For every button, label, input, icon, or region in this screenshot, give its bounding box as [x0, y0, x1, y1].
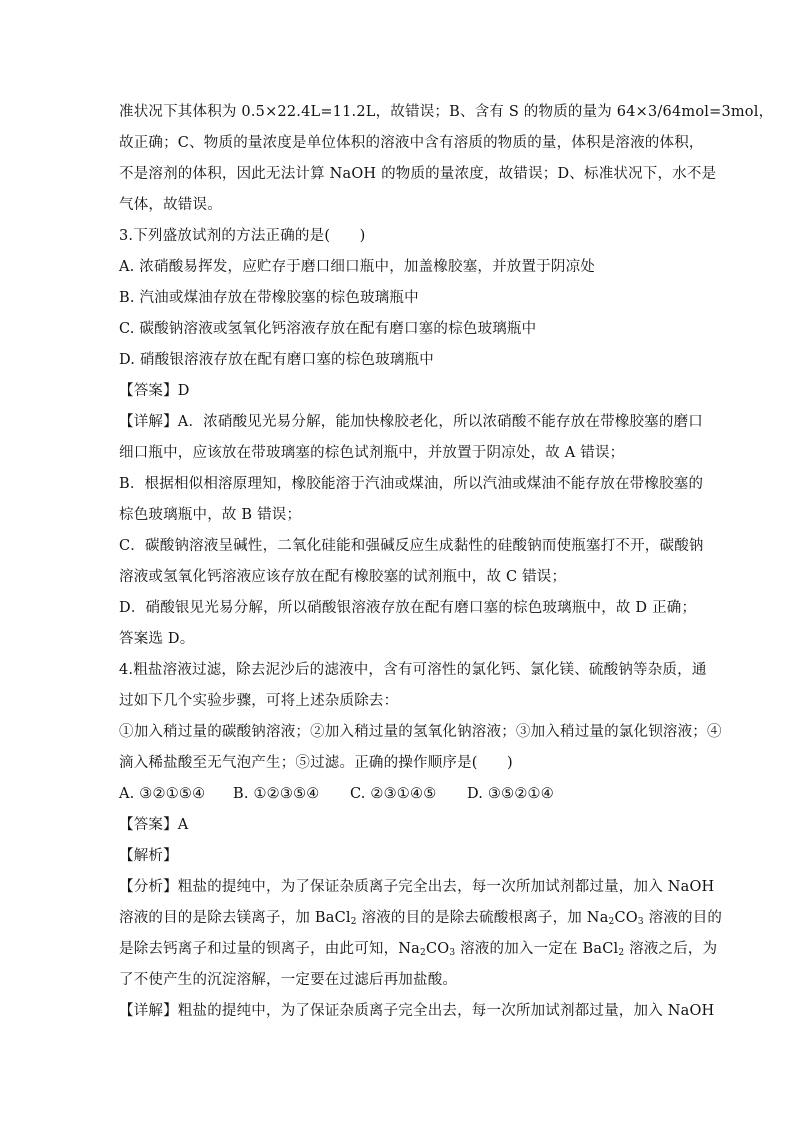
question-4-options [119, 779, 679, 810]
paragraph-line: 准状况下其体积为 0.5×22.4L=11.2L，故错误；B、含有 S 的物质的量为 64×3/64mol=3mol， [119, 104, 774, 120]
question-4-stem-line: ①加入稍过量的碳酸钠溶液；②加入稍过量的氢氧化钠溶液；③加入稍过量的氯化钡溶液；④ [119, 724, 722, 740]
text-run: CO [425, 941, 450, 957]
text-run: 是除去钙离子和过量的钡离子，由此可知，Na [119, 941, 421, 957]
document-page [119, 97, 774, 1027]
question-4-stem-line: 滴入稀盐酸至无气泡产生；⑤过滤。正确的操作顺序是( ) [119, 755, 513, 771]
question-4-option-c: C. ②③①④⑤ [350, 786, 437, 802]
text-run: 溶液之后，为 [624, 941, 718, 957]
question-4-analysis-heading: 【解析】 [119, 848, 178, 864]
question-3-option-b: B. 汽油或煤油存放在带橡胶塞的棕色玻璃瓶中 [119, 290, 419, 306]
question-4-stem-line: 过如下几个实验步骤，可将上述杂质除去： [119, 693, 399, 709]
question-4-detail-line: 【详解】粗盐的提纯中，为了保证杂质离子完全出去，每一次所加试剂都过量，加入 NaOH [119, 1003, 715, 1019]
subscript: 3 [449, 948, 456, 958]
paragraph-line: 不是溶剂的体积，因此无法计算 NaOH 的物质的量浓度，故错误；D、标准状况下，水不是 [119, 166, 717, 182]
question-3-option-d: D. 硝酸银溶液存放在配有磨口塞的棕色玻璃瓶中 [119, 352, 434, 368]
question-4-analysis-line [119, 903, 723, 934]
paragraph-line: 气体，故错误。 [119, 197, 222, 213]
question-3-detail-line: 棕色玻璃瓶中，故 B 错误； [119, 507, 302, 523]
question-3-detail-line: B．根据相似相溶原理知，橡胶能溶于汽油或煤油，所以汽油或煤油不能存放在带橡胶塞的 [119, 476, 704, 492]
subscript: 2 [420, 948, 426, 958]
subscript: 2 [350, 917, 357, 927]
question-3-option-c: C. 碳酸钠溶液或氢氧化钙溶液存放在配有磨口塞的棕色玻璃瓶中 [119, 321, 537, 337]
question-4-analysis-line: 【分析】粗盐的提纯中，为了保证杂质离子完全出去，每一次所加试剂都过量，加入 NaOH [119, 879, 715, 895]
question-4-option-b: B. ①②③⑤④ [233, 786, 320, 802]
text-run: 溶液的目的是除去镁离子，加 BaCl [119, 910, 351, 926]
question-3-answer: 【答案】D [119, 383, 190, 399]
paragraph-line: 故正确；C、物质的量浓度是单位体积的溶液中含有溶质的物质的量，体积是溶液的体积， [119, 135, 704, 151]
text-run: CO [614, 910, 638, 926]
question-3-detail-line: 细口瓶中，应该放在带玻璃塞的棕色试剂瓶中，并放置于阴凉处，故 A 错误； [119, 445, 625, 461]
question-4-answer: 【答案】A [119, 817, 189, 833]
question-4-option-d: D. ③⑤②①④ [467, 786, 554, 802]
text-run: 溶液的加入一定在 BaCl [455, 941, 619, 957]
question-4-stem-line: 4.粗盐溶液过滤，除去泥沙后的滤液中，含有可溶性的氯化钙、氯化镁、硫酸钠等杂质，通 [119, 662, 707, 678]
question-3-detail-line: 【详解】A．浓硝酸见光易分解，能加快橡胶老化，所以浓硝酸不能存放在带橡胶塞的磨口 [119, 414, 703, 430]
question-3-detail-line: 答案选 D。 [119, 631, 195, 647]
text-run: 溶液的目的是除去硫酸根离子，加 Na [356, 910, 609, 926]
text-run: 溶液的目的 [643, 910, 723, 926]
question-3-detail-line: 溶液或氢氧化钙溶液应该存放在配有橡胶塞的试剂瓶中，故 C 错误； [119, 569, 567, 585]
question-3-detail-line: C．碳酸钠溶液呈碱性，二氧化硅能和强碱反应生成黏性的硅酸钠而使瓶塞打不开，碳酸钠 [119, 538, 704, 554]
question-4-analysis-line: 了不使产生的沉淀溶解，一定要在过滤后再加盐酸。 [119, 972, 458, 988]
question-3-stem: 3.下列盛放试剂的方法正确的是( ) [119, 228, 366, 244]
subscript: 3 [637, 917, 644, 927]
subscript: 2 [608, 917, 615, 927]
subscript: 2 [618, 948, 625, 958]
question-4-analysis-line [119, 934, 718, 965]
question-4-option-a: A. ③②①⑤④ [119, 786, 206, 802]
question-3-detail-line: D．硝酸银见光易分解，所以硝酸银溶液存放在配有磨口塞的棕色玻璃瓶中，故 D 正确； [119, 600, 697, 616]
question-3-option-a: A. 浓硝酸易挥发，应贮存于磨口细口瓶中，加盖橡胶塞，并放置于阴凉处 [119, 259, 595, 275]
